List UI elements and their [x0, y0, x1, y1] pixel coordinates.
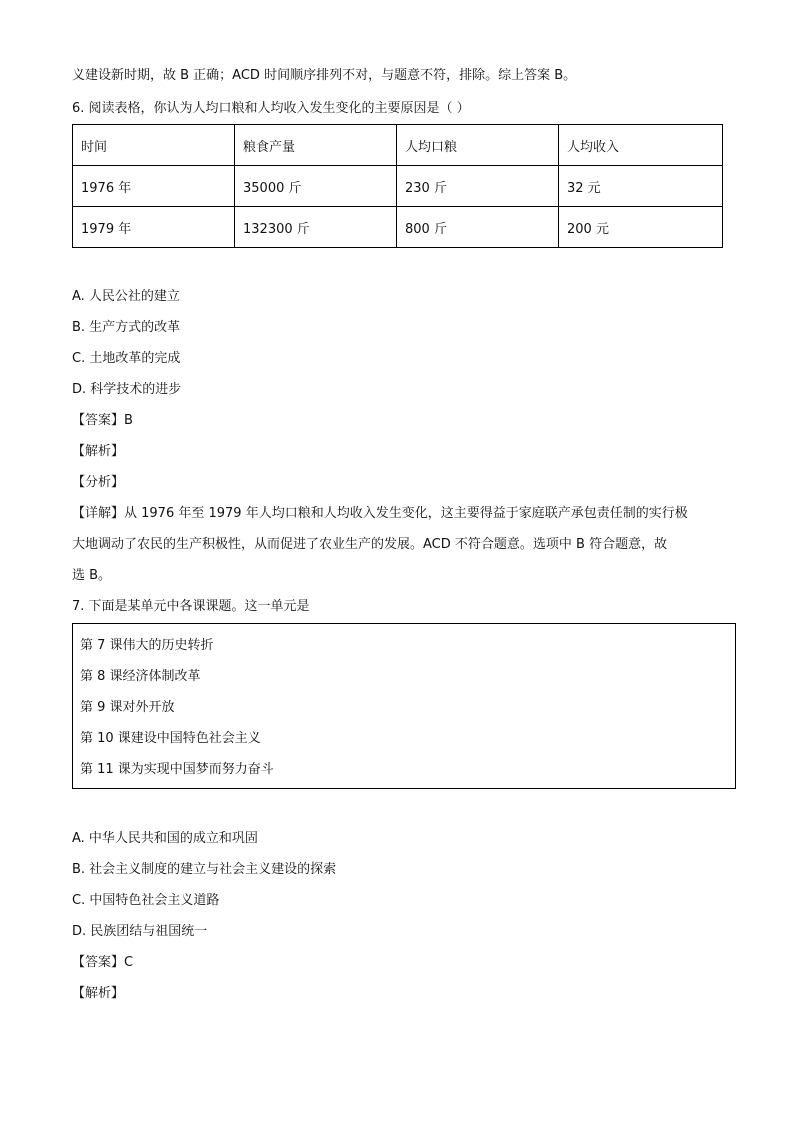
- list-item: 第 11 课为实现中国梦而努力奋斗: [80, 762, 274, 777]
- q7-option-b: B. 社会主义制度的建立与社会主义建设的探索: [72, 862, 337, 877]
- list-item: 第 10 课建设中国特色社会主义: [80, 731, 261, 746]
- list-item: 第 7 课伟大的历史转折: [80, 638, 214, 653]
- table-cell: 230 斤: [397, 166, 559, 207]
- intro-line: 义建设新时期，故 B 正确；ACD 时间顺序排列不对，与题意不符，排除。综上答案 B。: [72, 68, 577, 83]
- table-cell: 35000 斤: [235, 166, 397, 207]
- q6-option-d: D. 科学技术的进步: [72, 382, 182, 397]
- q7-lesson-box: [72, 623, 736, 789]
- table-cell: 32 元: [559, 166, 723, 207]
- q7-option-c: C. 中国特色社会主义道路: [72, 893, 220, 908]
- q6-option-b: B. 生产方式的改革: [72, 320, 181, 335]
- table-header-cell: 人均收入: [559, 125, 723, 166]
- q6-fenxi-label: 【分析】: [72, 475, 125, 490]
- table-header-cell: 时间: [73, 125, 235, 166]
- q6-analysis-label: 【解析】: [72, 444, 125, 459]
- q6-detail-line: 大地调动了农民的生产积极性，从而促进了农业生产的发展。ACD 不符合题意。选项中 B 符合题意，故: [72, 537, 668, 552]
- q7-answer: 【答案】C: [72, 955, 134, 970]
- q7-option-d: D. 民族团结与祖国统一: [72, 924, 208, 939]
- table-header-row: [73, 125, 723, 166]
- table-cell: 132300 斤: [235, 207, 397, 248]
- table-cell: 1976 年: [73, 166, 235, 207]
- list-item: 第 9 课对外开放: [80, 700, 175, 715]
- q6-detail-line: 选 B。: [72, 568, 112, 583]
- q7-stem: 7. 下面是某单元中各课课题。这一单元是: [72, 599, 310, 614]
- table-row: [73, 207, 723, 248]
- table-header-cell: 人均口粮: [397, 125, 559, 166]
- table-row: [73, 166, 723, 207]
- q6-stem: 6. 阅读表格，你认为人均口粮和人均收入发生变化的主要原因是（ ）: [72, 101, 470, 116]
- table-cell: 1979 年: [73, 207, 235, 248]
- q7-analysis-label: 【解析】: [72, 986, 125, 1001]
- q6-answer: 【答案】B: [72, 413, 133, 428]
- list-item: 第 8 课经济体制改革: [80, 669, 201, 684]
- q7-option-a: A. 中华人民共和国的成立和巩固: [72, 831, 258, 846]
- q6-table: [72, 124, 723, 248]
- q6-option-a: A. 人民公社的建立: [72, 289, 180, 304]
- table-header-cell: 粮食产量: [235, 125, 397, 166]
- q6-option-c: C. 土地改革的完成: [72, 351, 181, 366]
- table-cell: 800 斤: [397, 207, 559, 248]
- q6-detail-line: 【详解】从 1976 年至 1979 年人均口粮和人均收入发生变化，这主要得益于家庭联产承包责任制的实行极: [72, 506, 688, 521]
- table-cell: 200 元: [559, 207, 723, 248]
